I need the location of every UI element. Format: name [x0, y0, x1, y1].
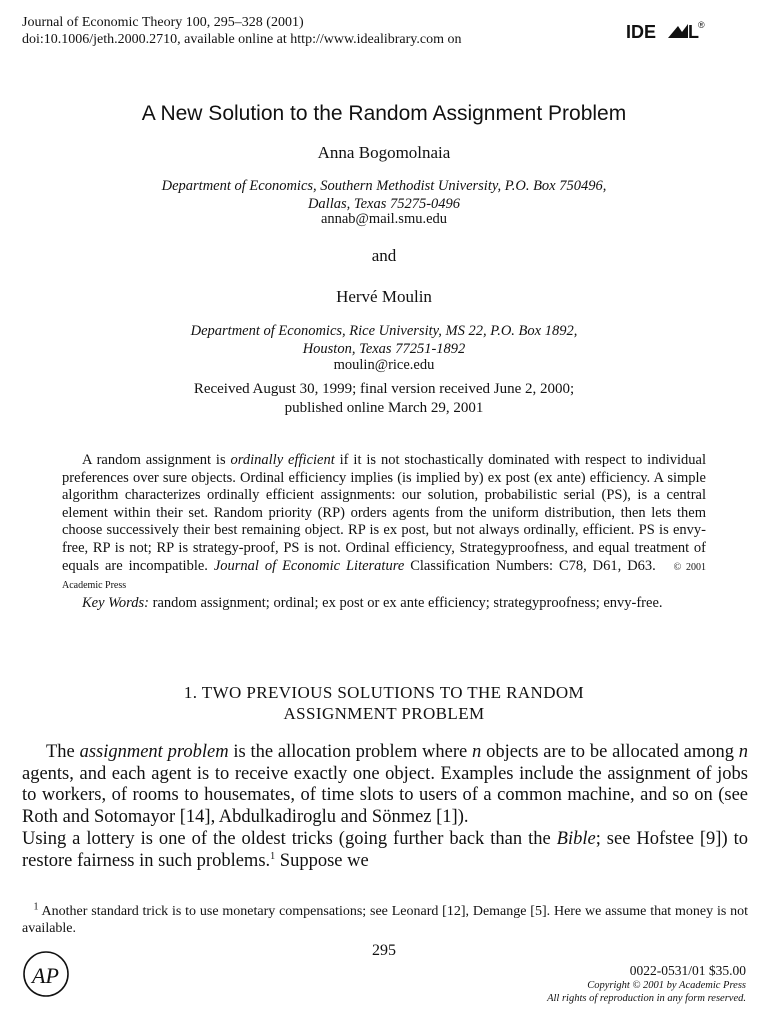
abstract-copyright: © 2001 Academic Press — [62, 561, 706, 592]
body-paragraph: The assignment problem is the allocation problem where n objects are to be allocated among n agents, and each agent is to receive exactly one object. Examples include the assignment of jobs to workers, of rooms to housemates, of time slots to users of a common machine, and so on (see Roth and Sotomayor [14], Abdulkadiroglu and Sönmez [1]). — [22, 742, 749, 828]
imprint — [547, 963, 746, 1005]
received-dates — [0, 380, 768, 418]
paper-title: A New Solution to the Random Assignment Problem — [141, 102, 627, 125]
section-heading-line: 1. TWO PREVIOUS SOLUTIONS TO THE RANDOM — [183, 683, 585, 702]
footnote — [22, 903, 748, 937]
section-heading — [0, 682, 768, 724]
author-email: moulin@rice.edu — [333, 357, 435, 373]
dates-line: Received August 30, 1999; final version received June 2, 2000; — [193, 381, 575, 397]
academic-press-logo-icon — [22, 950, 70, 998]
dates-line: published online March 29, 2001 — [284, 400, 484, 416]
footnote-number: 1 — [33, 901, 39, 913]
svg-text:®: ® — [698, 20, 705, 30]
abstract-paragraph: A random assignment is ordinally efficient if it is not stochastically dominated with respect to individual preferences over sure objects. Ordinal efficiency implies (is implied by) ex post (ex ante) efficiency. A simple algorithm characterizes ordinally efficient assignments: our solution, probabilistic serial (PS), is a central element within their set. Random priority (RP) orders agents from the uniform distribution, then lets them choose successively their best remaining object. RP is ex post, but not always ordinally, efficient. PS is envy-free, RP is not; RP is strategy-proof, PS is not. Ordinal efficiency, Strategyproofness, and equal treatment of equals are incompatible. Journal of Economic Literature Classification Numbers: C78, D61, D63. © 2001 Academic Press — [62, 452, 706, 592]
doi-line: doi:10.1006/jeth.2000.2710, available online at http://www.idealibrary.com on — [22, 32, 462, 47]
ideal-logo-icon — [626, 18, 706, 44]
author-affiliation — [0, 177, 768, 213]
footnote-marker: 1 — [270, 850, 276, 862]
svg-text:L: L — [688, 22, 699, 42]
affiliation-line: Department of Economics, Southern Methodist University, P.O. Box 750496, — [161, 178, 607, 194]
page-number: 295 — [372, 942, 396, 959]
abstract — [62, 452, 706, 612]
journal-citation: Journal of Economic Theory 100, 295–328 (2001) — [22, 15, 304, 30]
author-name: Hervé Moulin — [336, 287, 432, 306]
footnote-text: Another standard trick is to use monetary compensations; see Leonard [12], Demange [5]. Here we assume that money is not available. — [22, 904, 749, 936]
affiliation-line: Dallas, Texas 75275-0496 — [307, 196, 461, 212]
author-email: annab@mail.smu.edu — [320, 211, 448, 227]
author-affiliation — [0, 322, 768, 358]
body-text — [22, 742, 748, 872]
svg-text:AP: AP — [32, 963, 59, 988]
affiliation-line: Houston, Texas 77251-1892 — [302, 341, 466, 357]
copyright-line: Copyright © 2001 by Academic Press — [587, 980, 746, 991]
section-heading-line: ASSIGNMENT PROBLEM — [283, 704, 485, 723]
issn-price: 0022-0531/01 $35.00 — [629, 963, 746, 978]
svg-text:IDE: IDE — [626, 22, 657, 42]
rights-line: All rights of reproduction in any form reserved. — [547, 993, 746, 1004]
and-separator: and — [371, 246, 397, 265]
keywords: Key Words: random assignment; ordinal; ex post or ex ante efficiency; strategyproofness; envy-free. — [82, 594, 663, 611]
affiliation-line: Department of Economics, Rice University, MS 22, P.O. Box 1892, — [190, 323, 578, 339]
journal-header — [22, 14, 461, 48]
author-name: Anna Bogomolnaia — [317, 143, 451, 162]
body-paragraph: Using a lottery is one of the oldest tricks (going further back than the Bible; see Hofstee [9]) to restore fairness in such problems.$^1$ Suppose we — [22, 828, 748, 871]
